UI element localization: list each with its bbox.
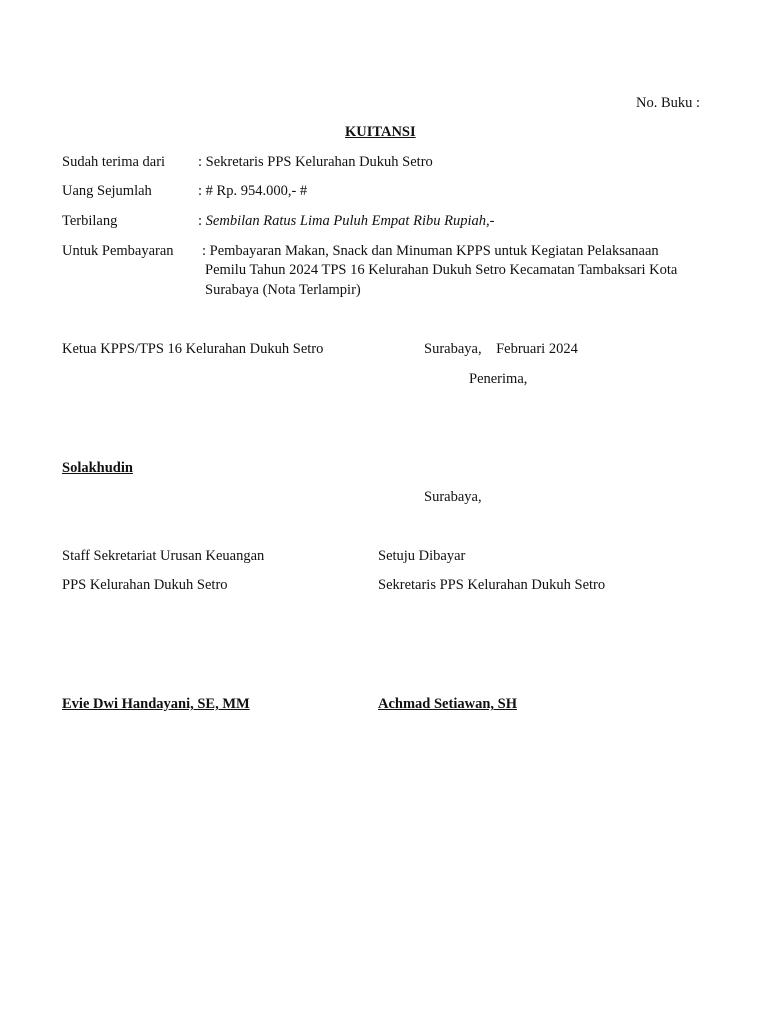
document-title: KUITANSI	[345, 124, 416, 140]
spelled-amount-colon: :	[198, 213, 206, 229]
amount-value: : # Rp. 954.000,- #	[198, 183, 308, 199]
staff-signatory-name: Evie Dwi Handayani, SE, MM	[62, 696, 250, 712]
spelled-amount-value: Sembilan Ratus Lima Puluh Empat Ribu Rupiah,-	[205, 213, 495, 229]
approve-title-line-1: Setuju Dibayar	[378, 548, 466, 564]
book-number-label: No. Buku :	[636, 95, 701, 111]
staff-title-line-2: PPS Kelurahan Dukuh Setro	[62, 577, 228, 593]
payment-for-line-2: Pemilu Tahun 2024 TPS 16 Kelurahan Dukuh Setro Kecamatan Tambaksari Kota	[205, 262, 678, 278]
payment-for-label: Untuk Pembayaran	[62, 243, 174, 259]
received-from-value: : Sekretaris PPS Kelurahan Dukuh Setro	[198, 154, 433, 170]
spelled-amount-row	[198, 214, 494, 229]
staff-title-line-1: Staff Sekretariat Urusan Keuangan	[62, 548, 265, 564]
amount-label: Uang Sejumlah	[62, 183, 152, 199]
chair-name: Solakhudin	[62, 460, 133, 476]
received-from-label: Sudah terima dari	[62, 154, 166, 170]
receiver-label: Penerima,	[469, 371, 528, 387]
spelled-amount-label: Terbilang	[62, 213, 118, 229]
chair-title: Ketua KPPS/TPS 16 Kelurahan Dukuh Setro	[62, 341, 324, 357]
place-date-1: Surabaya, Februari 2024	[424, 341, 578, 357]
place-date-2: Surabaya,	[424, 489, 482, 505]
approve-title-line-2: Sekretaris PPS Kelurahan Dukuh Setro	[378, 577, 606, 593]
payment-for-line-3: Surabaya (Nota Terlampir)	[205, 282, 361, 298]
payment-for-line-1: : Pembayaran Makan, Snack dan Minuman KPPS untuk Kegiatan Pelaksanaan	[202, 243, 659, 259]
secretary-signatory-name: Achmad Setiawan, SH	[378, 696, 517, 712]
